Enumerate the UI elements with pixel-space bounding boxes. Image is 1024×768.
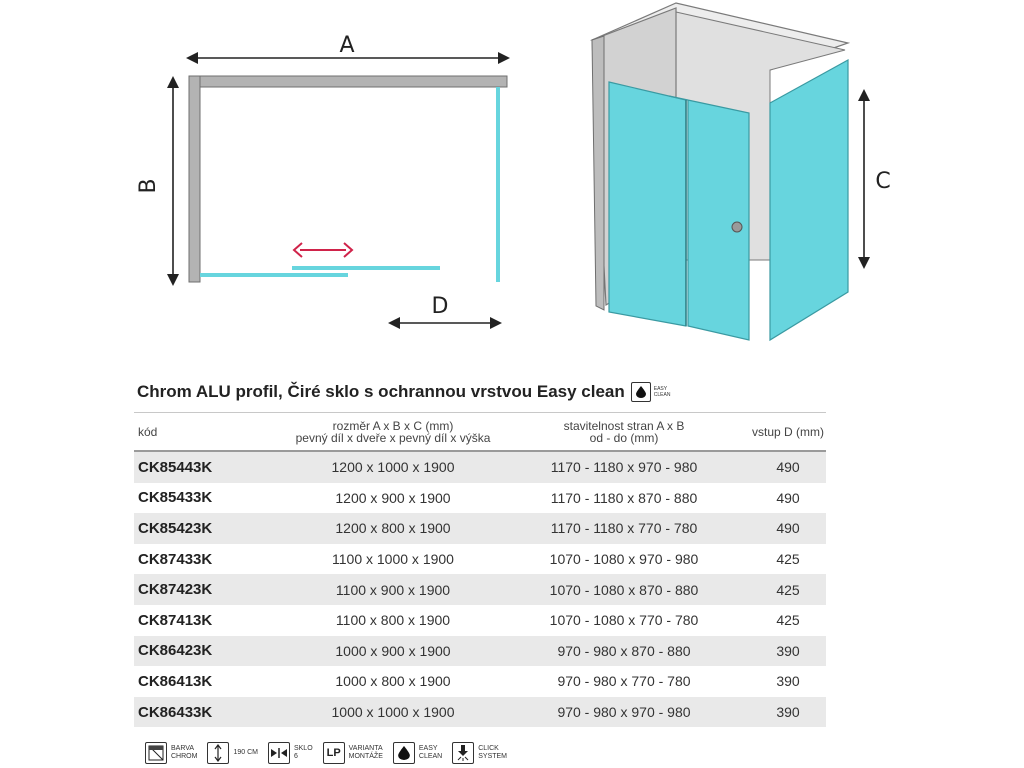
wall-profile [592,36,604,310]
cell-entry: 490 [750,451,826,483]
cell-code: CK86433K [134,697,288,728]
side-wall-profile [189,76,200,282]
drop-icon [393,742,415,764]
header-size [288,413,498,452]
table-header-row [134,413,826,452]
product-title [137,382,676,402]
legend-easy-line2: CLEAN [418,753,443,760]
fixed-glass-panel [200,273,348,277]
header-adj-line1: stavitelnost stran A x B [563,418,685,433]
cell-entry: 390 [750,697,826,728]
sliding-door-panel [292,266,440,270]
plan-view [136,33,510,329]
table-row [134,574,826,605]
dimension-a [186,33,510,64]
cell-adjustment: 1170 - 1180 x 970 - 980 [498,451,750,483]
side-glass-panel [496,87,500,282]
dimension-b-label: B [136,178,161,194]
cell-adjustment: 970 - 980 x 770 - 780 [557,673,691,690]
cell-size: 1000 x 1000 x 1900 [288,697,498,728]
legend-color [145,742,197,764]
cell-code: CK85433K [138,489,213,507]
technical-diagram [0,0,1024,380]
height-arrow-icon [207,742,229,764]
cell-adjustment: 1070 - 1080 x 870 - 880 [498,574,750,605]
cell-entry: 390 [776,673,800,690]
header-code: kód [134,413,288,452]
front-fixed-glass [609,82,686,326]
side-glass [770,60,848,340]
legend-click-line1: CLICK [478,745,499,752]
cell-code: CK87413K [138,611,213,629]
legend-glass-line1: SKLO [293,745,313,752]
sliding-arrow-icon [294,243,352,257]
spec-table [134,412,826,727]
perspective-view [592,3,891,340]
click-system-icon [452,742,474,764]
easy-clean-badge [631,382,676,402]
legend-easy-line1: EASY [418,745,438,752]
legend-variant-icon-text: LP [326,747,341,759]
legend-click [452,742,507,764]
table-row [134,544,826,575]
cell-entry: 425 [750,574,826,605]
glass-thickness-icon [268,742,290,764]
cell-adjustment: 970 - 980 x 970 - 980 [498,697,750,728]
legend-height-line1: 190 CM [233,749,258,756]
dimension-a-label: A [339,33,355,58]
cell-size: 1000 x 900 x 1900 [288,636,498,667]
legend-easy-clean [393,742,442,764]
legend-color-line1: BARVA [171,745,195,752]
cell-code: CK85423K [134,513,288,544]
badge-line1: EASY [653,386,668,392]
legend-glass [268,742,313,764]
badge-line2: CLEAN [653,392,671,398]
header-adj-line2: od - do (mm) [589,430,659,445]
dimension-d-label: D [431,294,449,319]
table-row [134,605,826,636]
header-size-line2: pevný díl x dveře x pevný díl x výška [295,430,491,445]
cell-size: 1100 x 1000 x 1900 [332,551,454,568]
legend-variant-line1: VARIANTA [348,745,383,752]
door-handle-icon [732,222,742,232]
cell-entry: 390 [750,636,826,667]
back-wall-profile [189,76,507,87]
cell-size: 1200 x 900 x 1900 [335,489,451,506]
dimension-c [858,89,891,269]
cell-size: 1100 x 900 x 1900 [288,574,498,605]
cell-size: 1100 x 800 x 1900 [335,612,451,629]
feature-legend [145,740,517,766]
table-row [134,666,826,697]
header-size-line1: rozměr A x B x C (mm) [332,418,454,433]
cell-code: CK85443K [134,451,288,483]
legend-click-line2: SYSTEM [478,753,508,760]
cell-adjustment: 1170 - 1180 x 770 - 780 [498,513,750,544]
cell-adjustment: 1070 - 1080 x 770 - 780 [549,612,699,629]
table-row [134,697,826,728]
cell-code: CK87423K [134,574,288,605]
product-title-text: Chrom ALU profil, Čiré sklo s ochrannou vrstvou Easy clean [137,382,625,401]
dimension-c-label: C [875,169,891,194]
drop-icon [631,382,651,402]
cell-size: 1200 x 800 x 1900 [288,513,498,544]
mounting-variant-icon [323,742,345,764]
cell-entry: 425 [776,612,800,629]
dimension-b [136,76,179,286]
legend-height [207,742,258,764]
legend-glass-line2: 6 [293,753,298,760]
cell-entry: 490 [750,513,826,544]
header-adjustment [498,413,750,452]
cell-adjustment: 1170 - 1180 x 870 - 880 [550,489,698,506]
header-entry: vstup D (mm) [750,413,826,452]
cell-code: CK87433K [138,550,213,568]
chrome-color-icon [145,742,167,764]
cell-adjustment: 970 - 980 x 870 - 880 [498,636,750,667]
table-row [134,636,826,667]
cell-code: CK86423K [134,636,288,667]
cell-entry: 490 [776,489,800,506]
cell-entry: 425 [776,551,800,568]
table-row [134,451,826,483]
legend-variant-line2: MONTÁŽE [348,753,383,760]
legend-variant [323,742,383,764]
table-row [134,513,826,544]
legend-color-line2: CHROM [171,753,198,760]
dimension-d [388,294,502,329]
table-row [134,483,826,514]
cell-size: 1200 x 1000 x 1900 [288,451,498,483]
cell-adjustment: 1070 - 1080 x 970 - 980 [549,551,699,568]
cell-size: 1000 x 800 x 1900 [335,673,451,690]
cell-code: CK86413K [138,672,213,690]
